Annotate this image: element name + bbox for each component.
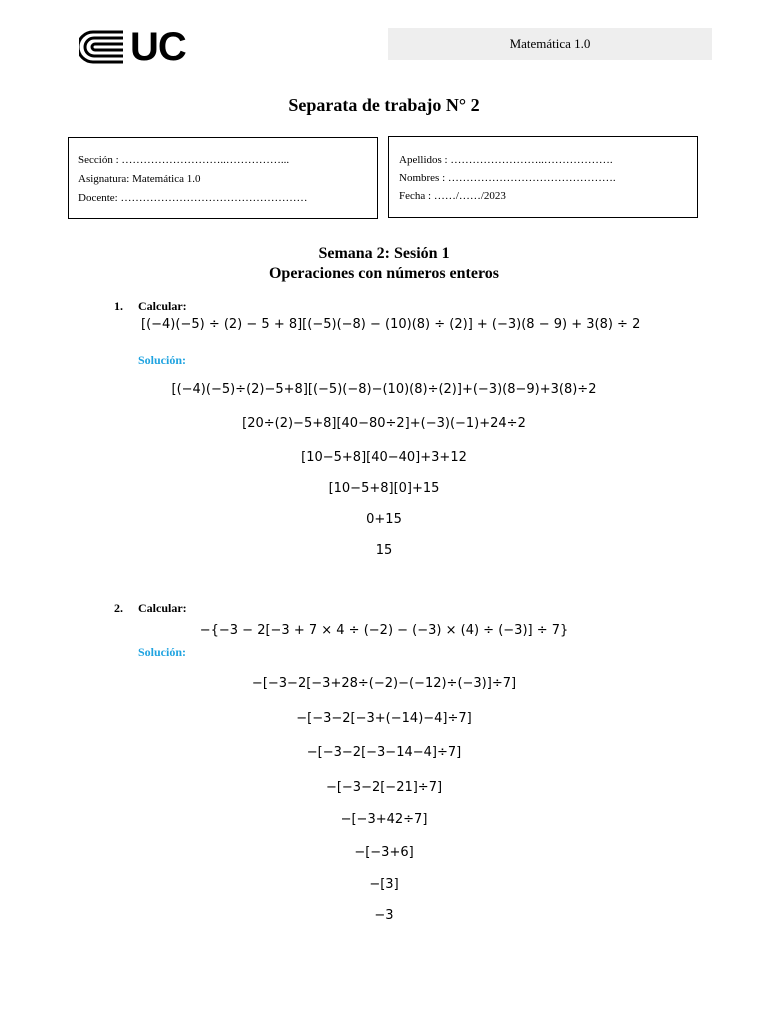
session-subtitle: Operaciones con números enteros: [268, 265, 500, 282]
teacher-field[interactable]: Docente: ……………………………………………: [78, 192, 308, 204]
problem-number: 1.: [114, 299, 123, 313]
student-info-box: [388, 136, 698, 218]
uc-logo: [79, 27, 186, 67]
session-title: Semana 2: Sesión 1: [318, 245, 450, 262]
course-info-box: [68, 137, 378, 219]
solution-step: [10−5+8][0]+15: [328, 481, 440, 496]
solution-step: [20÷(2)−5+8][40−80÷2]+(−3)(−1)+24÷2: [242, 416, 526, 431]
surname-field[interactable]: Apellidos : ……………………..……………….: [399, 154, 613, 166]
solution-step: −[−3−2[−3+(−14)−4]÷7]: [296, 711, 472, 726]
problem-label: Calcular:: [138, 601, 187, 615]
solution-step: −[−3+42÷7]: [340, 812, 428, 827]
solution-step: 0+15: [366, 512, 402, 527]
problem-expression: [(−4)(−5) ÷ (2) − 5 + 8][(−5)(−8) − (10)(8) ÷ (2)] + (−3)(8 − 9) + 3(8) ÷ 2: [141, 317, 641, 332]
solution-step: −[−3−2[−21]÷7]: [325, 780, 443, 795]
solution-label: Solución:: [138, 353, 187, 367]
solution-step: −[−3−2[−3−14−4]÷7]: [306, 745, 462, 760]
date-field[interactable]: Fecha : ……/……/2023: [399, 190, 506, 202]
problem-number: 2.: [114, 601, 123, 615]
solution-step: −[−3+6]: [354, 845, 414, 860]
subject-field: Asignatura: Matemática 1.0: [78, 173, 201, 185]
solution-result: 15: [375, 543, 393, 558]
logo-text: UC: [130, 25, 186, 69]
solution-step: [(−4)(−5)÷(2)−5+8][(−5)(−8)−(10)(8)÷(2)]+(−3)(8−9)+3(8)÷2: [171, 382, 597, 397]
problem-label: Calcular:: [138, 299, 187, 313]
solution-result: −3: [374, 908, 394, 923]
solution-label: Solución:: [138, 645, 187, 659]
name-field[interactable]: Nombres : ……………………………………….: [399, 172, 616, 184]
solution-step: −[−3−2[−3+28÷(−2)−(−12)÷(−3)]÷7]: [251, 676, 517, 691]
course-name-box: Matemática 1.0: [388, 28, 712, 60]
problem-expression: −{−3 − 2[−3 + 7 × 4 ÷ (−2) − (−3) × (4) ÷ (−3)] ÷ 7}: [199, 623, 569, 638]
solution-step: [10−5+8][40−40]+3+12: [301, 450, 467, 465]
page-title: Separata de trabajo N° 2: [288, 95, 480, 115]
section-field[interactable]: Sección : ………………………..……………...: [78, 154, 290, 166]
uc-logo-icon: [79, 30, 125, 64]
solution-step: −[3]: [369, 877, 399, 892]
